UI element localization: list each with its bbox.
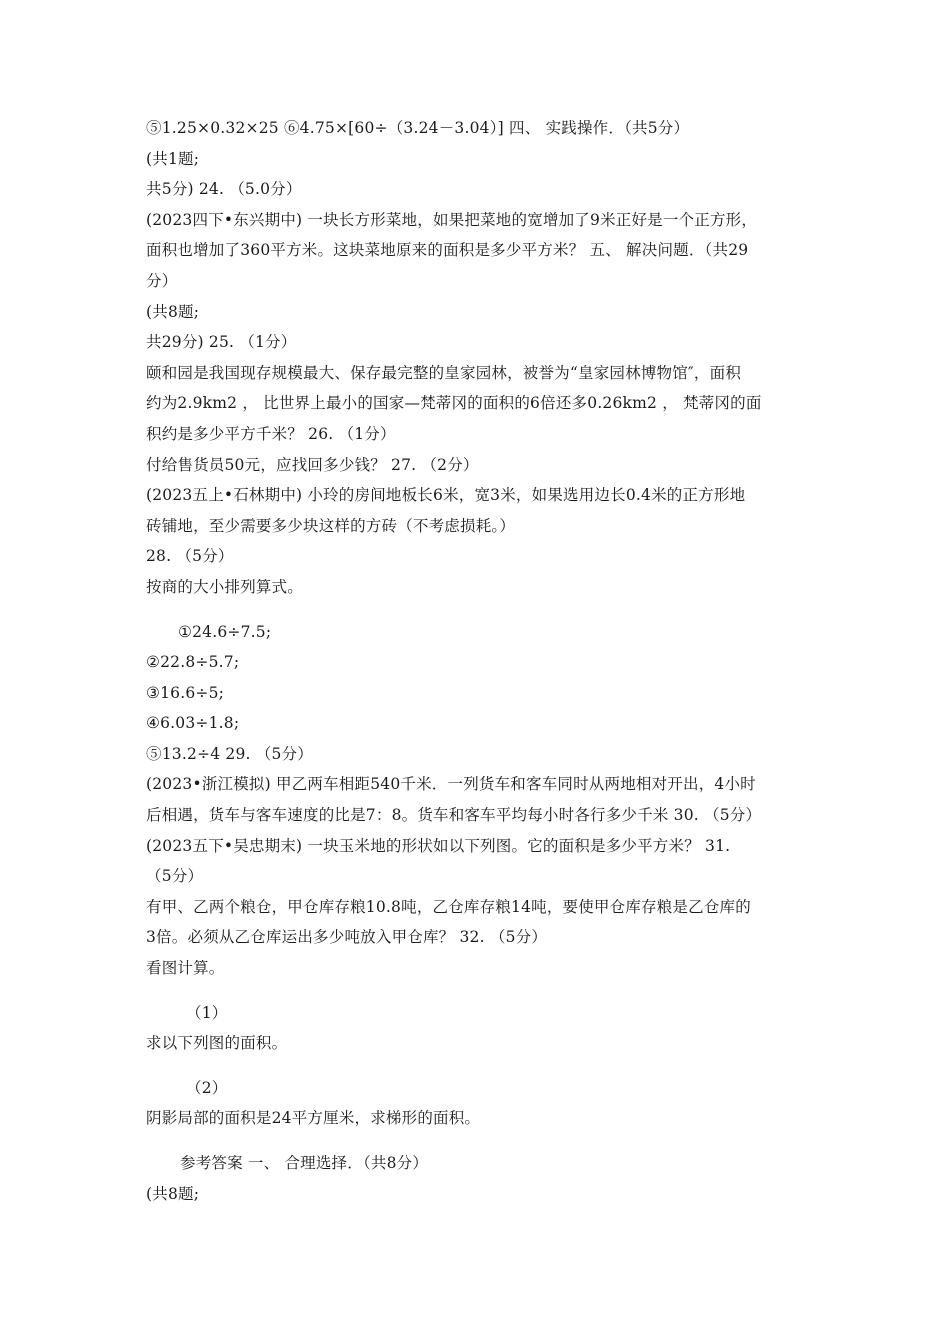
text-line: ②22.8÷5.7; <box>146 653 240 672</box>
text-line: 看图计算。 <box>146 959 225 978</box>
text-line: 阴影局部的面积是24平方厘米，求梯形的面积。 <box>146 1109 481 1128</box>
paragraph-gap <box>146 984 816 998</box>
text-line: 面积也增加了360平方米。这块菜地原来的面积是多少平方米？ 五、 解决问题．（共29 <box>146 241 749 260</box>
paragraph-gap <box>146 1059 816 1073</box>
text-line: ⑤1.25×0.32×25 ⑥4.75×[60÷（3.24－3.04）] 四、 实践操作．（共5分） <box>146 119 690 137</box>
text-line: 按商的大小排列算式。 <box>146 577 304 596</box>
paragraph-gap <box>146 1134 816 1148</box>
text-line: 参考答案 一、 合理选择．（共8分） <box>180 1154 429 1172</box>
text-line: (共8题; <box>146 1184 200 1203</box>
text-line: （1） <box>186 1003 228 1022</box>
text-line: 积约是多少平方千米？ 26. （1分） <box>146 424 396 443</box>
text-line: （5分） <box>146 867 204 886</box>
text-line: ③16.6÷5; <box>146 683 225 702</box>
document-text <box>146 113 816 1209</box>
text-line: 求以下列图的面积。 <box>146 1034 288 1053</box>
text-line: ⑤13.2÷4 29. （5分） <box>146 744 313 763</box>
text-line: 有甲、乙两个粮仓，甲仓库存粮10.8吨，乙仓库存粮14吨，要使甲仓库存粮是乙仓库的 <box>146 897 751 916</box>
text-line: 付给售货员50元，应找回多少钱？ 27. （2分） <box>146 455 479 474</box>
text-line: 颐和园是我国现存规模最大、保存最完整的皇家园林，被誉为“皇家园林博物馆″，面积 <box>146 363 742 382</box>
text-line: 28. （5分） <box>146 547 234 566</box>
text-line: 后相遇，货车与客车速度的比是7：8。货车和客车平均每小时各行多少千米 30. （5分） <box>146 806 762 825</box>
text-line: (共1题; <box>146 149 200 168</box>
text-line: 砖铺地，至少需要多少块这样的方砖（不考虑损耗。） <box>146 516 516 535</box>
text-line: (2023四下•东兴期中) 一块长方形菜地，如果把菜地的宽增加了9米正好是一个正方形， <box>146 210 758 229</box>
text-line: (2023五下•吴忠期末) 一块玉米地的形状如以下列图。它的面积是多少平方米？ 31. <box>146 836 731 855</box>
text-line: 约为2.9km2 ， 比世界上最小的国家—梵蒂冈的面积的6倍还多0.26km2 ， 梵蒂冈的面 <box>146 394 762 413</box>
text-line: 3倍。必须从乙仓库运出多少吨放入甲仓库？ 32. （5分） <box>146 928 548 947</box>
text-line: （2） <box>186 1078 228 1097</box>
text-line: ①24.6÷7.5; <box>178 622 272 641</box>
text-line: (共8题; <box>146 302 200 321</box>
text-line: 共29分) 25. （1分） <box>146 333 297 352</box>
text-line: 共5分) 24. （5.0分） <box>146 180 302 199</box>
text-line: (2023五上•石林期中) 小玲的房间地板长6米，宽3米，如果选用边长0.4米的正方形地 <box>146 486 746 505</box>
text-line: (2023•浙江模拟) 甲乙两车相距540千米．一列货车和客车同时从两地相对开出，4小时 <box>146 775 756 794</box>
text-line: ④6.03÷1.8; <box>146 714 240 733</box>
text-line: 分） <box>146 271 178 290</box>
paragraph-gap <box>146 603 816 617</box>
